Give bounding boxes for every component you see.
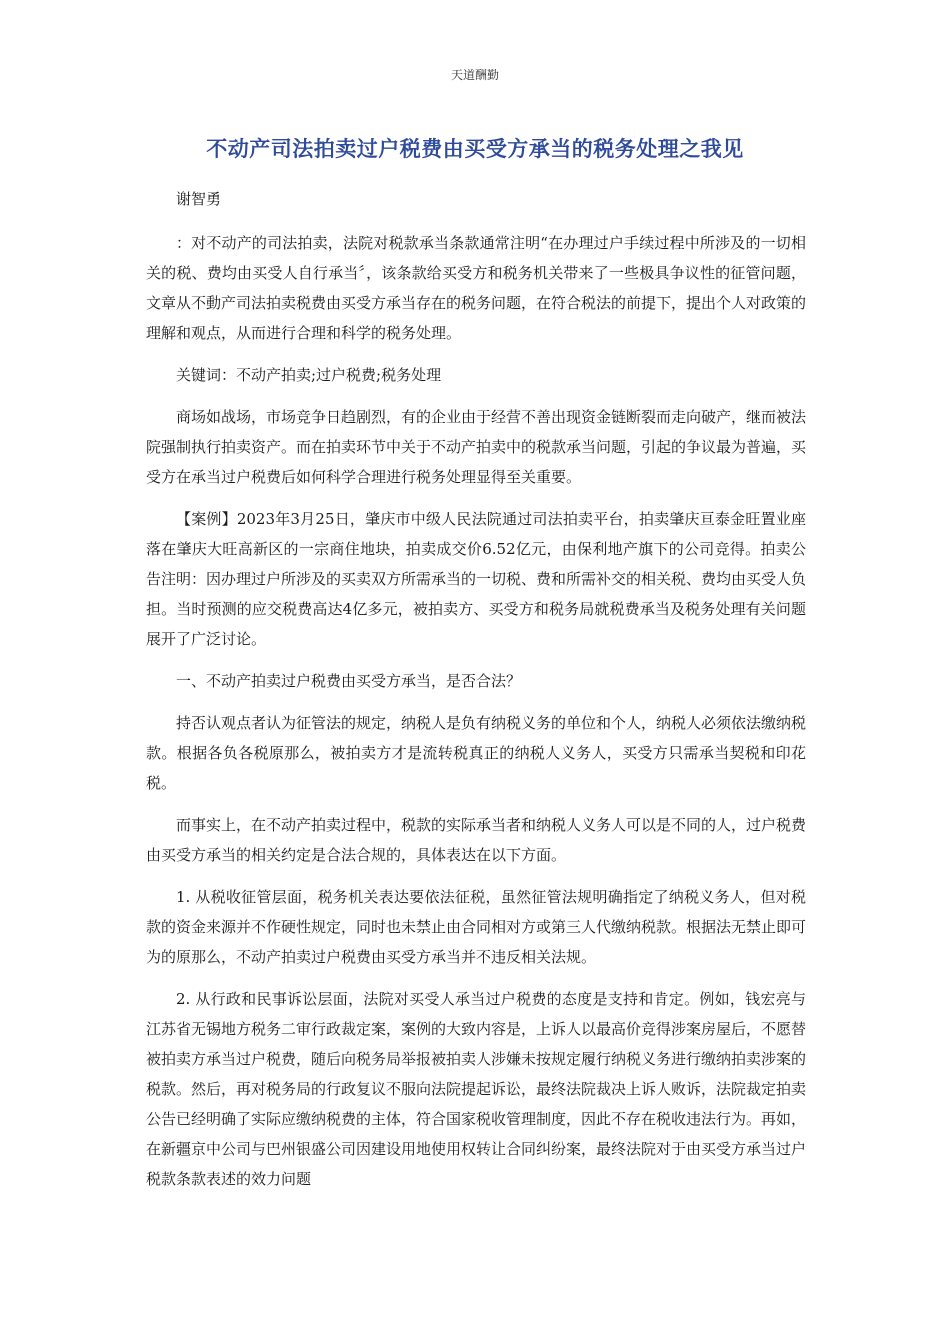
paragraph: 1. 从税收征管层面，税务机关表达要依法征税，虽然征管法规明确指定了纳税义务人，但对税款的资金来源并不作硬性规定，同时也未禁止由合同相对方或第三人代缴纳税款。根据法无禁止即可为的原那么，不动产拍卖过户税费由买受方承当并不违反相关法规。 xyxy=(146,888,807,966)
paragraph: 2. 从行政和民事诉讼层面，法院对买受人承当过户税费的态度是支持和肯定。例如，钱宏亮与江苏省无锡地方税务二审行政裁定案，案例的大致内容是，上诉人以最高价竞得涉案房屋后，不愿替被拍卖方承当过户税费，随后向税务局举报被拍卖人涉嫌未按规定履行纳税义务进行缴纳拍卖涉案的税款。然后，再对税务局的行政复议不服向法院提起诉讼，最终法院裁决上诉人败诉，法院裁定拍卖公告已经明确了实际应缴纳税费的主体，符合国家税收管理制度，因此不存在税收违法行为。再如，在新疆京中公司与巴州银盛公司因建设用地使用权转让合同纠纷案，最终法院对于由买受方承当过户税款条款表述的效力问题 xyxy=(146,990,807,1188)
paragraph: 而事实上，在不动产拍卖过程中，税款的实际承当者和纳税人义务人可以是不同的人，过户税费由买受方承当的相关约定是合法合规的，具体表达在以下方面。 xyxy=(146,816,807,864)
page-header: 天道酬勤 xyxy=(450,68,499,82)
paragraph: 【案例】2023年3月25日，肇庆市中级人民法院通过司法拍卖平台，拍卖肇庆亘泰金旺置业座落在肇庆大旺高新区的一宗商住地块，拍卖成交价6.52亿元，由保利地产旗下的公司竞得。拍卖公告注明：因办理过户所涉及的买卖双方所需承当的一切税、费和所需补交的相关税、费均由买受人负担。当时预测的应交税费高达4亿多元，被拍卖方、买受方和税务局就税费承当及税务处理有关问题展开了广泛讨论。 xyxy=(146,510,807,648)
article-abstract: ：对不动产的司法拍卖，法院对税款承当条款通常注明“在办理过户手续过程中所涉及的一切相关的税、费均由买受人自行承当〞，该条款给买受方和税务机关带来了一些极具争议性的征管问题，文章从不動产司法拍卖税费由买受方承当存在的税务问题，在符合税法的前提下，提出个人对政策的理解和观点，从而进行合理和科学的税务处理。 xyxy=(146,234,807,342)
article-keywords: 关键词：不动产拍卖;过户税费;税务处理 xyxy=(176,366,442,384)
section-heading: 一、不动产拍卖过户税费由买受方承当，是否合法？ xyxy=(176,672,522,690)
article-title: 不动产司法拍卖过户税费由买受方承当的税务处理之我见 xyxy=(206,137,744,161)
paragraph: 持否认观点者认为征管法的规定，纳税人是负有纳税义务的单位和个人，纳税人必须依法缴纳税款。根据各负各税原那么，被拍卖方才是流转税真正的纳税人义务人，买受方只需承当契税和印花税。 xyxy=(146,714,807,792)
paragraph: 商场如战场，市场竞争日趋剧烈，有的企业由于经营不善出现资金链断裂而走向破产，继而被法院强制执行拍卖资产。而在拍卖环节中关于不动产拍卖中的税款承当问题，引起的争议最为普遍，买受方在承当过户税费后如何科学合理进行税务处理显得至关重要。 xyxy=(146,408,807,486)
article-body xyxy=(146,184,806,1206)
article-author: 谢智勇 xyxy=(176,190,222,208)
